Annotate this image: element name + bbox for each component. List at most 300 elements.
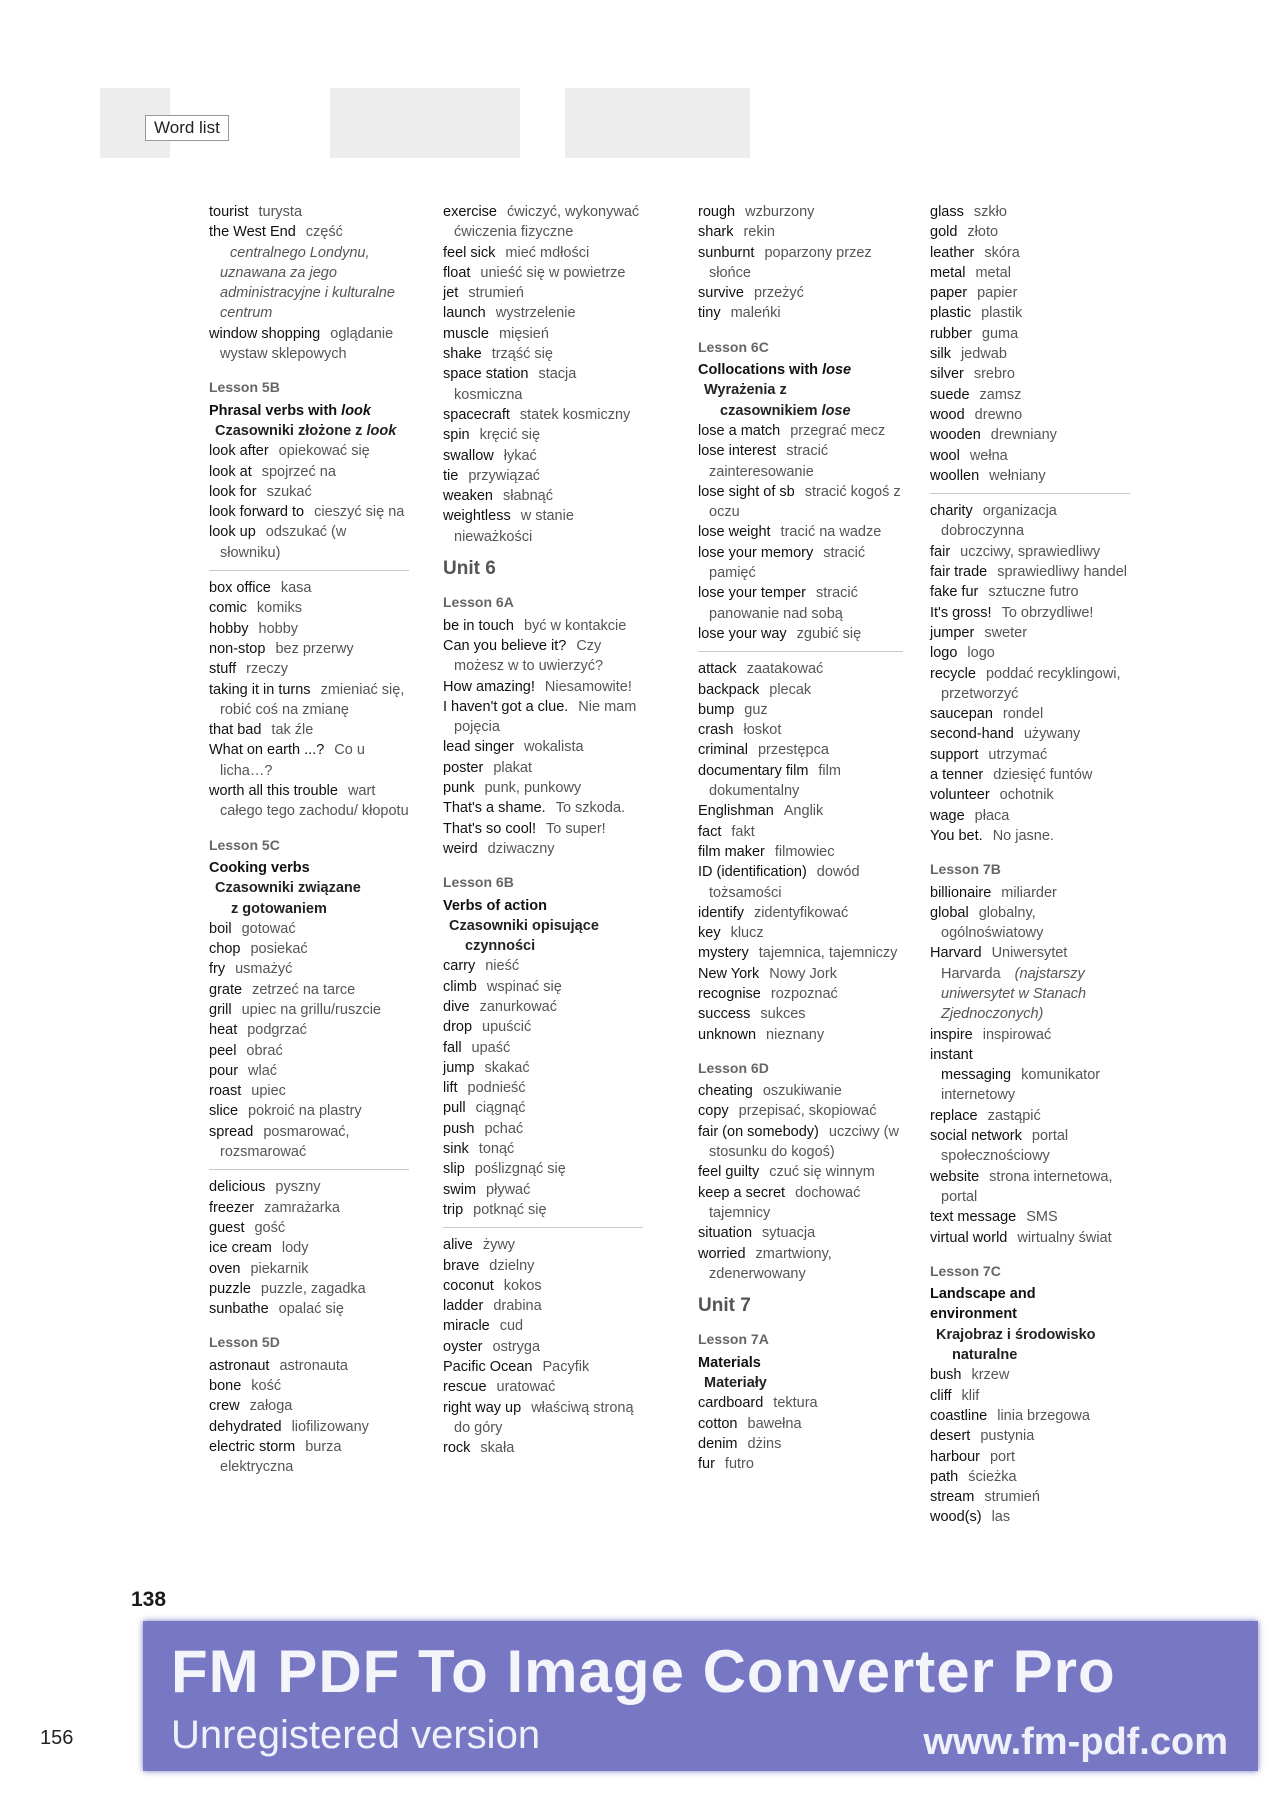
english-term: volunteer [930,787,990,804]
word-entry [930,344,1130,364]
english-term: silver [930,366,964,383]
polish-translation: rekin [743,224,775,241]
polish-translation: ostryga [492,1338,541,1355]
topic-heading-text: Collocations with [698,362,819,379]
word-entry [443,997,643,1017]
polish-translation: szkło [973,204,1007,220]
english-term: fair [930,543,951,560]
english-term: rescue [443,1379,487,1396]
polish-translation: w stanie nieważkości [454,508,574,545]
word-entry [930,1467,1130,1487]
word-entry [443,1438,643,1458]
polish-translation: dowód tożsamości [709,864,860,901]
english-term: stuff [209,661,237,678]
english-term: wood [930,406,965,423]
english-term: right way up [443,1399,522,1416]
polish-translation: Uniwersytet Harvarda [941,945,1068,982]
topic-heading-text: Czasowniki związane [215,880,361,897]
polish-translation: poparzony przez słońce [709,244,872,281]
english-term: That's so cool! [443,820,537,837]
word-entry [443,425,643,445]
translation-note: (najstarszy uniwersytet w Stanach Zjednoczonych) [941,965,1087,1023]
lesson-heading: Lesson 7A [698,1331,769,1348]
word-entry [443,1377,643,1397]
polish-translation: kokos [503,1277,542,1294]
english-term: copy [698,1103,729,1120]
polish-translation: punk, punkowy [484,780,582,797]
polish-translation: lody [281,1240,309,1257]
word-entry [930,664,1130,705]
english-term: jet [443,285,459,302]
polish-translation: puzzle, zagadka [260,1280,366,1297]
word-entry [930,303,1130,323]
word-entry [209,720,409,740]
polish-translation: spojrzeć na [261,463,336,480]
word-entry [209,502,409,522]
word-entry [443,758,643,778]
polish-translation: guz [744,701,768,718]
word-entry [698,842,903,862]
word-entry [698,303,903,323]
word-entry [698,964,903,984]
english-term: glass [930,204,964,220]
word-entry [443,344,643,364]
english-term: virtual world [930,1229,1008,1246]
unit-heading: Unit 7 [698,1295,751,1317]
english-term: be in touch [443,617,514,634]
polish-translation: szukać [266,483,312,500]
polish-translation: upiec na grillu/ruszcie [241,1001,381,1018]
word-entry [443,324,643,344]
english-term: weightless [443,508,511,525]
polish-translation: łykać [503,447,537,464]
english-term: survive [698,285,744,302]
word-entry [698,624,903,644]
english-term: the West End [209,224,296,241]
english-term: denim [698,1435,738,1452]
polish-translation: upaść [471,1039,511,1056]
word-entry [698,1025,903,1045]
word-entry [443,1276,643,1296]
word-list-tag: Word list [145,115,229,141]
english-term: worth all this trouble [209,783,338,800]
english-term: oven [209,1260,241,1277]
word-entry [930,745,1130,765]
word-entry [443,303,643,323]
english-term: lose your way [698,625,787,642]
polish-translation: cieszyć się na [314,504,405,521]
word-entry [209,1437,409,1478]
polish-translation: przeżyć [753,285,804,302]
english-term: box office [209,580,271,597]
english-term: weaken [443,488,493,505]
word-entry [930,785,1130,805]
english-term: sunburnt [698,244,755,261]
word-entry [443,697,643,738]
watermark-subtitle: Unregistered version [171,1713,541,1757]
word-entry [698,943,903,963]
word-entry [209,1020,409,1040]
word-entry [930,243,1130,263]
english-term: cotton [698,1415,738,1432]
lesson-heading: Lesson 6C [698,338,769,355]
polish-translation: turysta [258,204,303,220]
lesson-heading: Lesson 5C [209,836,280,853]
word-entry [698,1393,903,1413]
topic-heading [443,896,643,916]
english-term: New York [698,965,760,982]
word-entry [209,1356,409,1376]
word-entry [930,1426,1130,1446]
english-term: grill [209,1001,232,1018]
polish-translation: organizacja dobroczynna [941,503,1057,540]
word-entry [930,1228,1130,1248]
word-entry [698,1223,903,1243]
polish-translation: podgrzać [247,1022,307,1039]
english-term: space station [443,366,529,383]
word-entry [209,522,409,563]
word-entry [698,822,903,842]
polish-translation: zaatakować [746,661,824,678]
word-entry [209,680,409,721]
polish-translation: strumień [984,1489,1040,1506]
topic-subheading [930,1345,1130,1365]
polish-translation: płaca [974,807,1010,824]
polish-translation: opiekować się [278,443,370,460]
english-term: coconut [443,1277,494,1294]
word-entry [930,542,1130,562]
english-term: How amazing! [443,678,535,695]
word-entry [443,446,643,466]
polish-translation: dzielny [489,1257,535,1274]
english-term: leather [930,244,975,261]
word-entry [443,1058,643,1078]
english-term: feel guilty [698,1164,760,1181]
polish-translation: piekarnik [250,1260,309,1277]
word-entry [930,501,1130,542]
word-entry [930,1406,1130,1426]
word-entry [930,603,1130,623]
word-entry [209,781,409,822]
column-1 [209,202,409,1478]
word-entry [930,1126,1130,1167]
english-term: look after [209,443,269,460]
english-term: heat [209,1022,238,1039]
english-term: feel sick [443,244,496,261]
english-term: I haven't got a clue. [443,698,569,715]
polish-translation: papier [977,285,1018,302]
english-term: shark [698,224,734,241]
topic-heading-text: environment [930,1306,1018,1323]
polish-translation: ścieżka [968,1468,1017,1485]
lesson-heading: Lesson 7B [930,861,1001,878]
word-entry [443,737,643,757]
word-entry [698,761,903,802]
polish-translation: pyszny [275,1179,321,1196]
english-term: ice cream [209,1240,272,1257]
word-entry [698,680,903,700]
english-term: look at [209,463,252,480]
english-term: lift [443,1080,458,1097]
polish-translation: wełniany [989,467,1046,484]
polish-translation: plastik [981,305,1023,322]
topic-heading-italic: lose [822,362,852,379]
english-term: plastic [930,305,972,322]
word-entry [209,1417,409,1437]
polish-translation: kasa [280,580,312,597]
english-term: lose a match [698,422,781,439]
polish-translation: opalać się [278,1301,344,1318]
word-entry [209,1376,409,1396]
topic-heading [930,1304,1130,1324]
word-entry [443,466,643,486]
english-term: woollen [930,467,980,484]
polish-translation: metal [975,264,1011,281]
section-divider [698,651,903,652]
polish-translation: drewno [974,406,1023,423]
english-term: pour [209,1062,239,1079]
polish-translation: zmieniać się, robić coś na zmianę [220,681,405,718]
topic-heading-text: Materials [698,1354,761,1371]
word-entry [698,659,903,679]
polish-translation: stracić kogoś z oczu [709,483,901,521]
topic-subheading [209,899,409,919]
topic-heading [209,858,409,878]
polish-translation: wart całego tego zachodu/ kłopotu [220,783,409,820]
polish-translation: sprawiedliwy handel [997,564,1127,581]
polish-translation: załoga [249,1398,293,1415]
english-term: lose sight of sb [698,483,795,500]
topic-heading-italic: look [341,402,371,419]
english-term: worried [698,1245,746,1262]
topic-subheading [930,1325,1130,1345]
word-entry [930,1507,1130,1527]
word-entry [698,1081,903,1101]
lesson-heading: Lesson 7C [930,1262,1001,1279]
english-term: oyster [443,1338,483,1355]
polish-translation: plakat [493,759,533,776]
english-term: boil [209,920,232,937]
polish-translation: dżins [747,1435,782,1452]
polish-translation: przepisać, skopiować [738,1103,877,1120]
word-entry [930,724,1130,744]
polish-translation: Nowy Jork [769,965,837,982]
english-term: That's a shame. [443,800,546,817]
polish-translation: klucz [730,925,764,942]
english-term: sunbathe [209,1301,269,1318]
word-entry [698,903,903,923]
word-entry [209,959,409,979]
polish-translation: wzburzony [745,204,815,220]
polish-translation: strona internetowa, portal [941,1168,1113,1205]
english-term: success [698,1006,751,1023]
polish-translation: stracić pamięć [709,544,866,582]
topic-heading-text: Krajobraz i środowisko [936,1326,1096,1343]
english-term: fair (on somebody) [698,1123,819,1140]
english-term: chop [209,941,241,958]
english-term: tourist [209,204,249,220]
polish-translation: No jasne. [992,827,1054,844]
english-term: lose weight [698,524,771,541]
polish-translation: skała [480,1440,515,1457]
topic-heading-text: Materiały [704,1375,767,1392]
polish-translation: cud [499,1318,524,1335]
word-entry [698,700,903,720]
english-term: tie [443,467,459,484]
english-term: rock [443,1440,471,1457]
word-entry [443,263,643,283]
lesson-heading: Lesson 5B [209,379,280,396]
english-term: look for [209,483,257,500]
word-entry [930,826,1130,846]
polish-translation: wspinać się [486,978,562,995]
english-term: electric storm [209,1438,296,1455]
english-term: metal [930,264,966,281]
polish-translation: łoskot [743,722,782,739]
polish-translation: tonąć [478,1141,515,1158]
word-entry [209,919,409,939]
word-entry [209,1000,409,1020]
header-band-middle [330,88,520,158]
english-term: comic [209,600,247,617]
word-entry [443,1098,643,1118]
polish-translation: ochotnik [999,787,1054,804]
word-entry [209,1177,409,1197]
english-term: recycle [930,665,976,682]
english-term: carry [443,958,476,975]
word-entry [443,1357,643,1377]
polish-translation: zamrażarka [264,1199,340,1216]
word-entry [930,1487,1130,1507]
english-term: keep a secret [698,1184,786,1201]
english-term: unknown [698,1026,757,1043]
english-term: swim [443,1181,477,1198]
english-term: identify [698,904,744,921]
english-term: desert [930,1428,971,1445]
watermark-banner [143,1621,1258,1771]
polish-translation: zmartwiony, zdenerwowany [709,1245,832,1282]
english-term: mystery [698,945,749,962]
polish-translation: słabnąć [502,488,553,505]
topic-heading-text: Cooking verbs [209,859,310,876]
word-entry [930,283,1130,303]
english-term: recognise [698,985,761,1002]
polish-translation: utrzymać [988,746,1048,763]
english-term: situation [698,1225,753,1242]
english-term: slice [209,1103,239,1120]
polish-translation: rzeczy [246,661,289,678]
english-term: slip [443,1161,465,1178]
word-entry [698,984,903,1004]
polish-translation: To szkoda. [555,800,626,817]
polish-translation: strumień [468,285,524,302]
polish-translation: tajemnica, tajemniczy [758,945,898,962]
english-term: a tenner [930,767,984,784]
word-entry [698,583,903,624]
english-term: Englishman [698,803,774,820]
english-term: wage [930,807,965,824]
word-entry [209,939,409,959]
polish-translation: dochować tajemnicy [709,1184,861,1221]
english-term: suede [930,386,970,403]
word-entry [698,482,903,523]
polish-translation: statek kosmiczny [519,406,631,423]
polish-translation: poślizgnąć się [474,1161,566,1178]
polish-translation: zamsz [979,386,1022,403]
topic-heading [930,1284,1130,1304]
polish-translation: logo [967,645,995,662]
word-entry [209,1279,409,1299]
polish-translation: rozpoznać [770,985,838,1002]
polish-translation: podnieść [467,1080,526,1097]
english-term: that bad [209,722,262,739]
word-entry [698,1004,903,1024]
column-4 [930,202,1130,1528]
lesson-heading: Lesson 6B [443,874,514,891]
polish-translation: część [305,224,343,241]
polish-translation: właściwą stroną do góry [454,1399,634,1436]
english-term: pull [443,1100,466,1117]
word-entry [443,839,643,859]
english-term: alive [443,1237,473,1254]
word-entry [443,1256,643,1276]
polish-translation: upuścić [482,1019,532,1036]
word-entry [209,202,409,222]
word-entry [930,806,1130,826]
topic-heading [698,360,903,380]
polish-translation: astronauta [279,1357,348,1374]
polish-translation: mieć mdłości [505,244,590,261]
english-term: coastline [930,1407,988,1424]
polish-translation: Co u licha…? [220,742,365,779]
polish-translation: Nie mam pojęcia [454,698,637,736]
polish-translation: drewniany [990,427,1057,444]
word-entry [209,482,409,502]
english-term: fall [443,1039,462,1056]
polish-translation: krzew [971,1367,1010,1384]
english-term: paper [930,285,968,302]
word-entry [209,980,409,1000]
translation-note: centralnego Londynu, uznawana za jego administracyjne i kulturalne centrum [220,244,395,322]
polish-translation: przegrać mecz [790,422,886,439]
watermark-title: FM PDF To Image Converter Pro [171,1638,1116,1705]
polish-translation: pokroić na plastry [248,1103,362,1120]
polish-translation: nieść [485,958,520,975]
polish-translation: wełna [969,447,1008,464]
polish-translation: zgubić się [796,625,862,642]
polish-translation: To super! [546,820,606,837]
english-term: harbour [930,1448,980,1465]
polish-translation: sztuczne futro [988,584,1079,601]
word-entry [698,222,903,242]
topic-subheading [209,421,409,441]
page-number: 138 [131,1588,167,1611]
english-term: shake [443,346,482,363]
english-term: lead singer [443,739,514,756]
english-term: What on earth ...? [209,742,325,759]
polish-translation: stracić zainteresowanie [709,443,829,480]
word-entry [209,324,409,365]
word-entry [443,1316,643,1336]
topic-subheading [443,936,643,956]
polish-translation: pływać [486,1181,531,1198]
word-entry [443,977,643,997]
polish-translation: wokalista [523,739,584,756]
polish-translation: liofilizowany [291,1418,369,1435]
english-term: lose your memory [698,544,814,561]
word-entry [930,263,1130,283]
word-entry [443,636,643,677]
